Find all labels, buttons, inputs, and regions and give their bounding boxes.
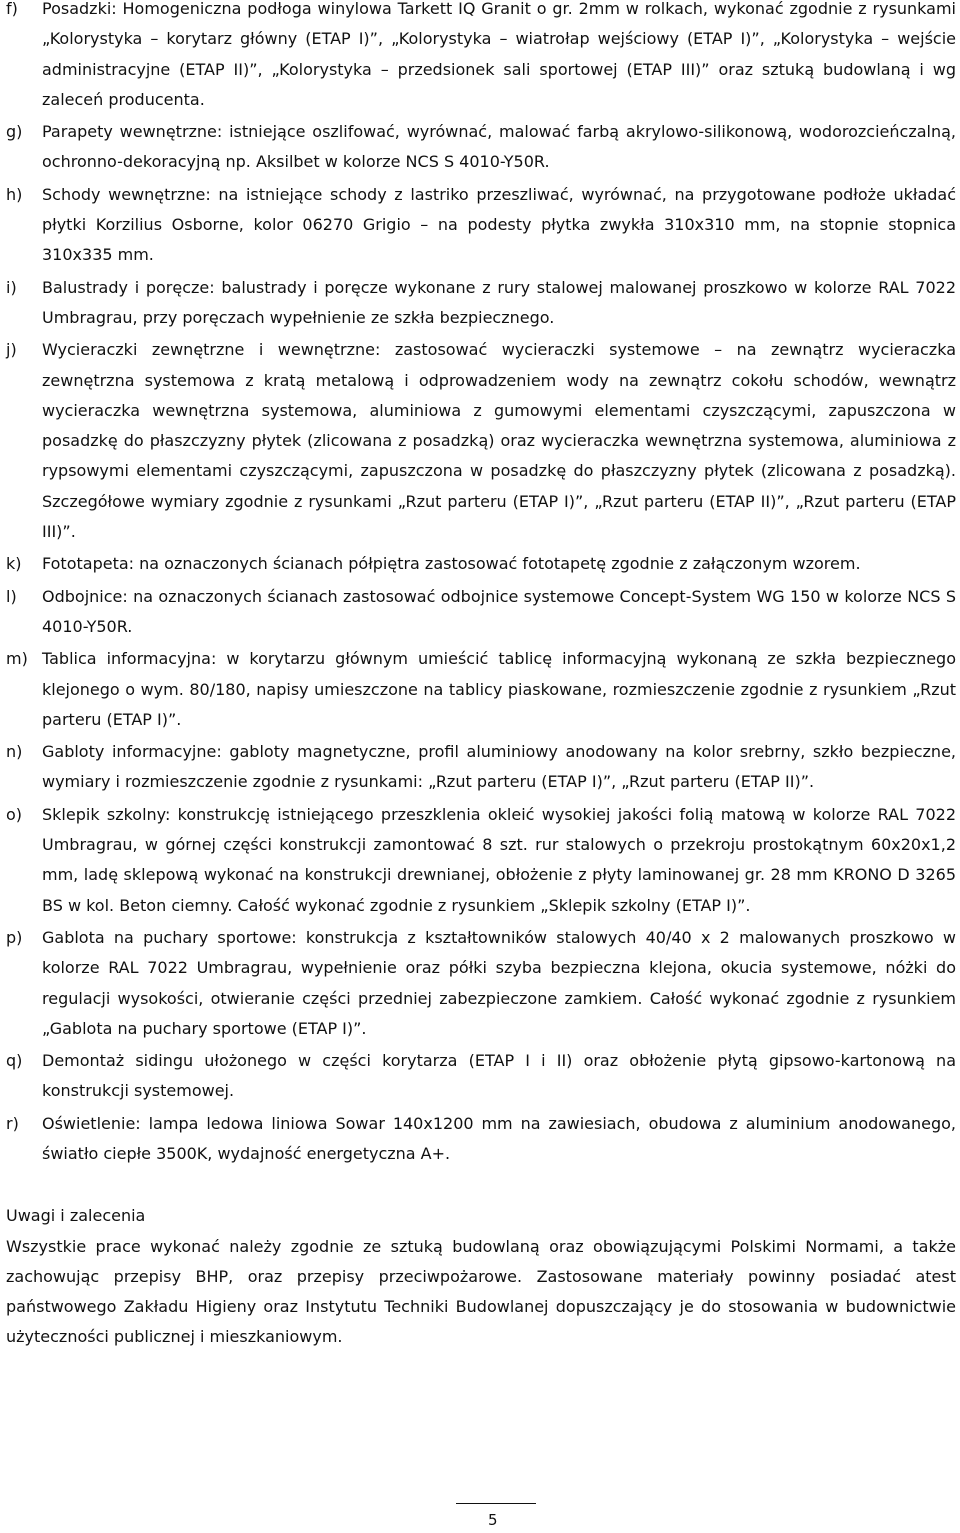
item-text: Balustrady i poręcze: balustrady i poręcze wykonane z rury stalowej malowanej proszkowo w kolorze RAL 7022 Umbragrau, przy poręczach wypełnienie ze szkła bezpiecznego. [42,277,956,327]
list-item-k [6,549,956,579]
item-letter: m) [6,649,28,669]
item-text: Fototapeta: na oznaczonych ścianach półpiętra zastosować fototapetę zgodnie z załączonym wzorem. [42,554,861,574]
item-letter: j) [6,340,17,360]
item-text: Gabloty informacyjne: gabloty magnetyczne, profil aluminiowy anodowany na kolor srebrny, szkło bezpieczne, wymiary i rozmieszczenie zgodnie z rysunkami: „Rzut parteru (ETAP I)”, „Rzut parteru (ETAP II)”. [42,742,956,792]
item-letter: o) [6,804,23,824]
item-text: Wycieraczki zewnętrzne i wewnętrzne: zastosować wycieraczki systemowe – na zewnątrz wycieraczka zewnętrzna systemowa z kratą metalową i odprowadzeniem wody na zewnątrz cokołu schodów, wewnątrz wycieraczka wewnętrzna systemowa, aluminiowa z gumowymi elementami czyszczącymi, zapuszczona w posadzkę do płaszczyzny płytek (zlicowana z posadzką) oraz wycieraczka wewnętrzna systemowa, aluminiowa z rypsowymi elementami czyszczącymi, zapuszczona w posadzkę do płaszczyzny płytek (zlicowana z posadzką). Szczegółowe wymiary zgodnie z rysunkami „Rzut parteru (ETAP I)”, „Rzut parteru (ETAP II)”, „Rzut parteru (ETAP III)”. [42,340,956,542]
list-item-l [6,582,956,643]
item-text: Oświetlenie: lampa ledowa liniowa Sowar 140x1200 mm na zawiesiach, obudowa z aluminium anodowanego, światło ciepłe 3500K, wydajność energetyczna A+. [42,1113,956,1163]
item-letter: r) [6,1113,19,1133]
list-item-g [6,117,956,178]
item-text: Tablica informacyjna: w korytarzu głównym umieścić tablicę informacyjną wykonaną ze szkła bezpiecznego klejonego o wym. 80/180, napisy umieszczone na tablicy piaskowane, rozmieszczenie zgodnie z rysunkiem „Rzut parteru (ETAP I)”. [42,649,956,729]
item-text: Odbojnice: na oznaczonych ścianach zastosować odbojnice systemowe Concept-System WG 150 w kolorze NCS S 4010-Y50R. [42,586,956,636]
notes-heading: Uwagi i zalecenia [6,1206,146,1226]
item-letter: p) [6,927,23,947]
item-letter: q) [6,1051,23,1071]
list-item-o [6,800,956,921]
list-item-j [6,335,956,547]
item-letter: i) [6,277,17,297]
item-letter: g) [6,122,23,142]
item-letter: l) [6,586,17,606]
item-text: Schody wewnętrzne: na istniejące schody z lastriko przeszliwać, wyrównać, na przygotowane podłoże układać płytki Korzilius Osborne, kolor 06270 Grigio – na podesty płytka zwykła 310x310 mm, na stopnie stopnica 310x335 mm. [42,184,956,265]
list-item-h [6,180,956,271]
notes-section [6,1201,956,1352]
item-letter: k) [6,554,22,574]
list-item-r [6,1109,956,1170]
page-number: 5 [488,1511,498,1529]
list-item-m [6,644,956,735]
item-text: Demontaż sidingu ułożonego w części korytarza (ETAP I i II) oraz obłożenie płytą gipsowo-kartonową na konstrukcji systemowej. [42,1051,956,1101]
item-letter: n) [6,742,23,762]
item-text: Posadzki: Homogeniczna podłoga winylowa Tarkett IQ Granit o gr. 2mm w rolkach, wykonać zgodnie z rysunkami „Kolorystyka – korytarz główny (ETAP I)”, „Kolorystyka – wiatrołap wejściowy (ETAP I)”, „Kolorystyka – wejście administracyjne (ETAP II)”, „Kolorystyka – przedsionek sali sportowej (ETAP III)” oraz sztuką budowlaną i wg zaleceń producenta. [42,0,956,109]
list-item-q [6,1046,956,1107]
item-letter: f) [6,0,18,18]
document-page [6,0,956,1353]
list-item-p [6,923,956,1044]
footer-rule [456,1503,536,1504]
item-letter: h) [6,184,23,204]
item-text: Parapety wewnętrzne: istniejące oszlifować, wyrównać, malować farbą akrylowo-silikonową, wodorozcieńczalną, ochronno-dekoracyjną np. Aksilbet w kolorze NCS S 4010-Y50R. [42,122,956,172]
list-item-f [6,0,956,115]
item-text: Sklepik szkolny: konstrukcję istniejącego przeszklenia okleić wysokiej jakości folią matową w kolorze RAL 7022 Umbragrau, w górnej części konstrukcji zamontować 8 szt. rur stalowych o przekroju prostokątnym 60x20x1,2 mm, ladę sklepową wykonać na konstrukcji drewnianej, obłożenie z płyty laminowanej gr. 28 mm KRONO D 3265 BS w kol. Beton ciemny. Całość wykonać zgodnie z rysunkiem „Sklepik szkolny (ETAP I)”. [42,804,956,915]
list-item-n [6,737,956,798]
list-item-i [6,273,956,334]
notes-paragraph: Wszystkie prace wykonać należy zgodnie ze sztuką budowlaną oraz obowiązującymi Polskimi Normami, a także zachowując przepisy BHP, oraz przepisy przeciwpożarowe. Zastosowane materiały powinny posiadać atest państwowego Zakładu Higieny oraz Instytutu Techniki Budowlanej dopuszczający je do stosowania w budownictwie użyteczności publicznej i mieszkaniowym. [6,1236,956,1347]
item-text: Gablota na puchary sportowe: konstrukcja z kształtowników stalowych 40/40 x 2 malowanych proszkowo w kolorze RAL 7022 Umbragrau, wypełnienie oraz półki szyba bezpieczna klejona, okucia systemowe, nóżki do regulacji wysokości, otwieranie części przedniej zabezpieczone zamkiem. Całość wykonać zgodnie z rysunkiem „Gablota na puchary sportowe (ETAP I)”. [42,927,956,1038]
